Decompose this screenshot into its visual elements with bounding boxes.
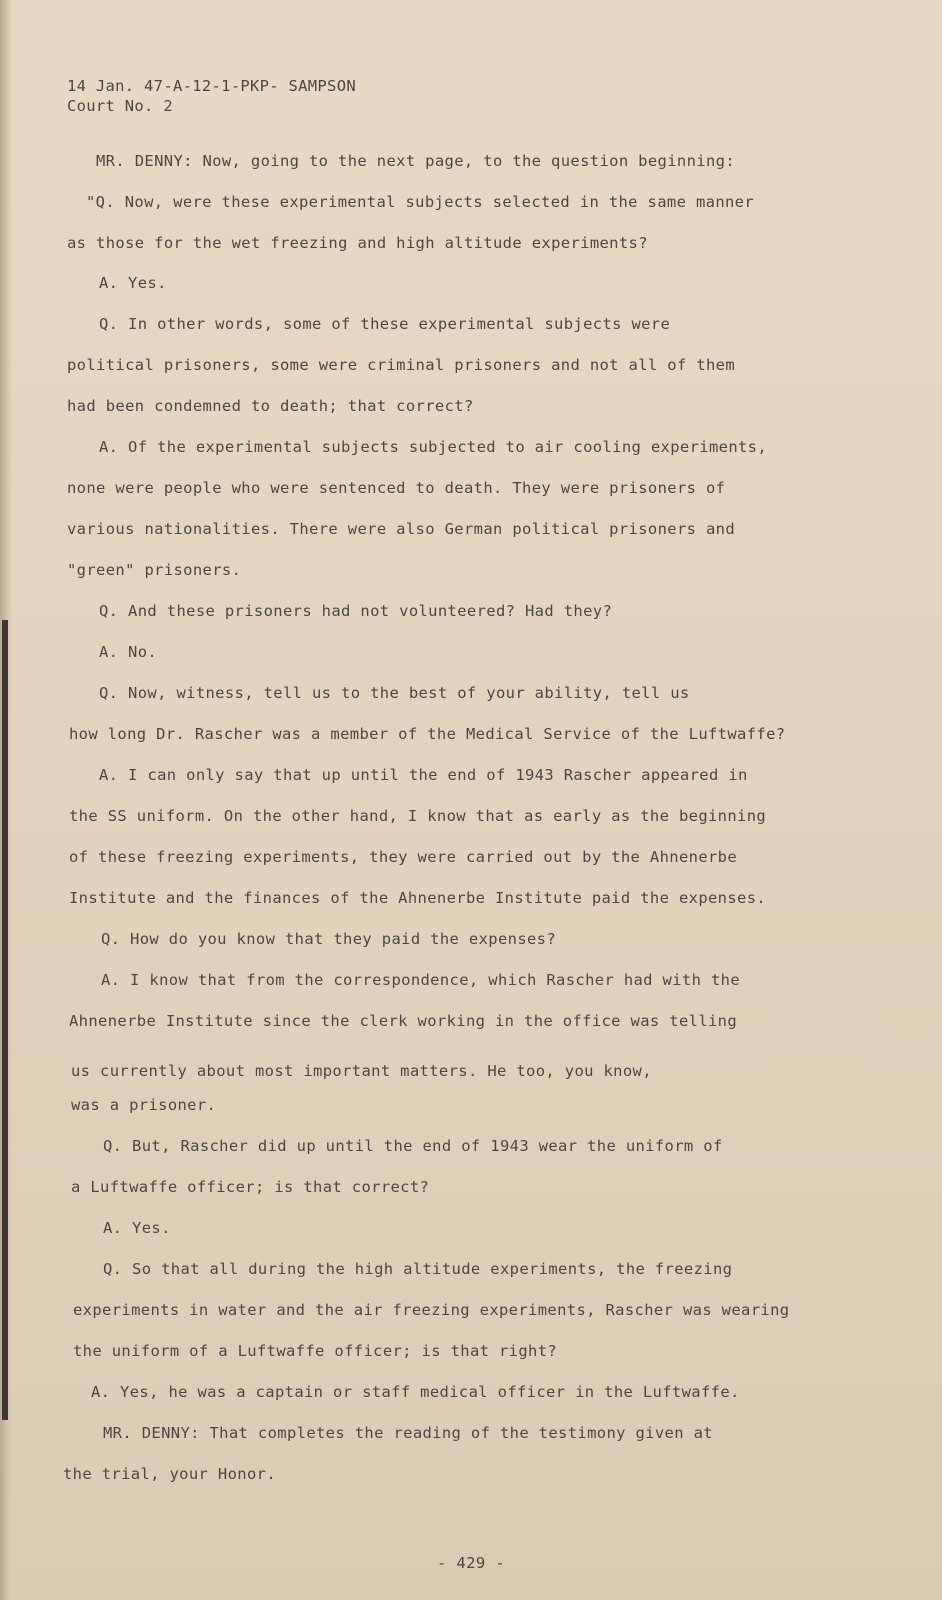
text-line: none were people who were sentenced to death. They were prisoners of [67, 479, 726, 497]
text-line: how long Dr. Rascher was a member of the Medical Service of the Luftwaffe? [69, 725, 786, 743]
text-line: Q. And these prisoners had not volunteered? Had they? [99, 602, 613, 620]
text-line: of these freezing experiments, they were carried out by the Ahnenerbe [69, 848, 738, 866]
text-line: had been condemned to death; that correct? [67, 397, 474, 415]
text-line: the trial, your Honor. [63, 1465, 276, 1483]
text-line: "Q. Now, were these experimental subjects selected in the same manner [86, 193, 755, 211]
text-line: Q. Now, witness, tell us to the best of your ability, tell us [99, 684, 690, 702]
text-line: Q. So that all during the high altitude experiments, the freezing [103, 1260, 733, 1278]
text-line: the uniform of a Luftwaffe officer; is that right? [73, 1342, 558, 1360]
page-number: - 429 - [436, 1554, 506, 1572]
text-line: Q. How do you know that they paid the expenses? [101, 930, 557, 948]
text-line: Q. But, Rascher did up until the end of 1943 wear the uniform of [103, 1137, 723, 1155]
text-line: a Luftwaffe officer; is that correct? [71, 1178, 430, 1196]
header-court-line: Court No. 2 [67, 97, 173, 115]
text-line: as those for the wet freezing and high altitude experiments? [67, 234, 648, 252]
document-header [67, 76, 356, 116]
text-line: MR. DENNY: That completes the reading of the testimony given at [103, 1424, 713, 1442]
text-line: A. I can only say that up until the end of 1943 Rascher appeared in [99, 766, 748, 784]
text-line: Q. In other words, some of these experimental subjects were [99, 315, 671, 333]
text-line: Ahnenerbe Institute since the clerk working in the office was telling [69, 1012, 738, 1030]
binding-shadow [2, 620, 8, 1420]
text-line: various nationalities. There were also German political prisoners and [67, 520, 736, 538]
text-line: "green" prisoners. [67, 561, 242, 579]
text-line: MR. DENNY: Now, going to the next page, to the question beginning: [96, 152, 735, 170]
text-line: the SS uniform. On the other hand, I know that as early as the beginning [69, 807, 767, 825]
header-session-line: 14 Jan. 47-A-12-1-PKP- SAMPSON [67, 77, 356, 95]
text-line: A. Yes, he was a captain or staff medical officer in the Luftwaffe. [91, 1383, 740, 1401]
text-line: A. Of the experimental subjects subjected to air cooling experiments, [99, 438, 768, 456]
text-line: A. No. [99, 643, 158, 661]
text-line: A. Yes. [103, 1219, 171, 1237]
text-line: Institute and the finances of the Ahnenerbe Institute paid the expenses. [69, 889, 767, 907]
text-line: was a prisoner. [71, 1096, 217, 1114]
text-line: experiments in water and the air freezing experiments, Rascher was wearing [73, 1301, 790, 1319]
text-line: political prisoners, some were criminal prisoners and not all of them [67, 356, 736, 374]
text-line: us currently about most important matters. He too, you know, [71, 1062, 652, 1080]
torn-left-edge [0, 0, 12, 1600]
text-line: A. I know that from the correspondence, which Rascher had with the [101, 971, 740, 989]
text-line: A. Yes. [99, 274, 167, 292]
